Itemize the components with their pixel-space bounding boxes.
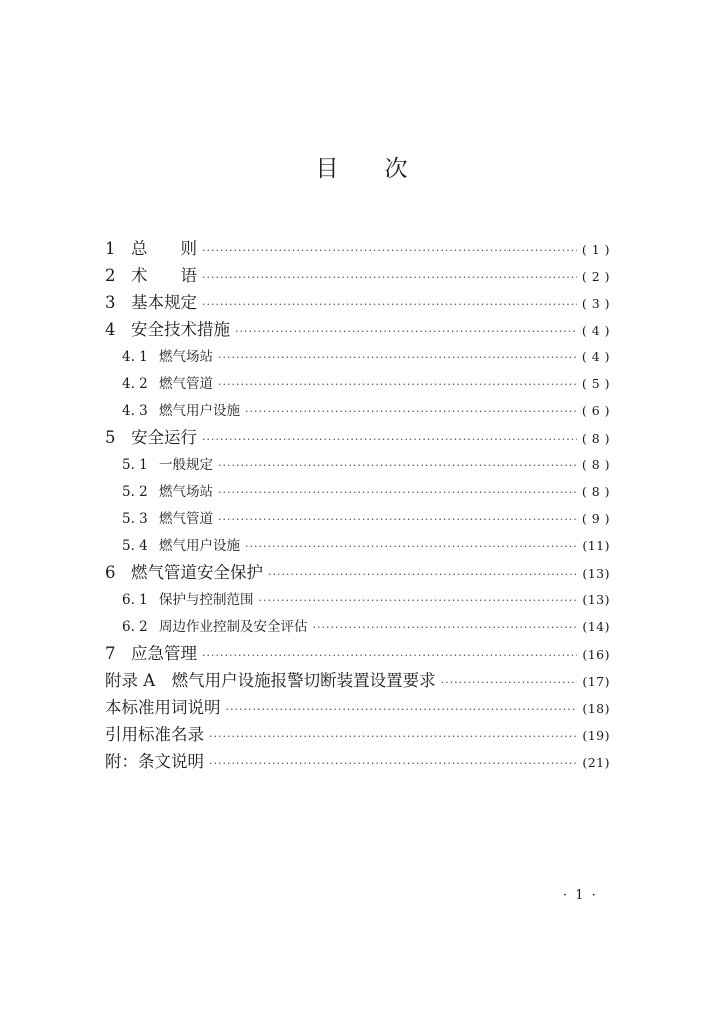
- toc-entry-page: ( 8 ): [581, 457, 610, 472]
- toc-entry-label: 周边作业控制及安全评估: [159, 619, 308, 635]
- toc-entry-label: 引用标准名录: [105, 725, 204, 744]
- toc-entry-label: 保护与控制范围: [159, 592, 254, 608]
- leader-dots: [313, 614, 578, 641]
- toc-subentry[interactable]: [105, 586, 610, 613]
- toc-entry-label: 安全技术措施: [131, 320, 230, 339]
- toc-entry-label: 基本规定: [131, 293, 197, 312]
- table-of-contents: [105, 235, 610, 775]
- toc-subentry[interactable]: [105, 478, 610, 505]
- toc-entry[interactable]: [105, 640, 610, 667]
- toc-entry-page: (18): [582, 701, 610, 716]
- toc-entry-page: ( 1 ): [581, 242, 610, 257]
- toc-entry-label: 燃气用户设施: [159, 403, 240, 419]
- toc-entry-page: (13): [582, 592, 610, 607]
- leader-dots: [235, 318, 577, 345]
- toc-entry-page: ( 8 ): [581, 431, 610, 446]
- leader-dots: [202, 237, 577, 264]
- toc-entry-number: 4. 2: [122, 376, 148, 392]
- toc-entry-label: 燃气管道: [159, 511, 213, 527]
- leader-dots: [202, 264, 577, 291]
- toc-entry-page: ( 4 ): [581, 323, 610, 338]
- toc-entry-page: ( 2 ): [581, 269, 610, 284]
- toc-entry-label: 燃气管道: [159, 376, 213, 392]
- toc-entry-page: (13): [582, 566, 610, 581]
- toc-entry-number: 7: [105, 644, 116, 663]
- leader-dots: [268, 561, 577, 588]
- toc-entry-label: 附录 A 燃气用户设施报警切断装置设置要求: [105, 671, 436, 690]
- toc-entry-number: 2: [105, 266, 116, 285]
- leader-dots: [209, 723, 577, 750]
- toc-entry-number: 5. 4: [122, 538, 148, 554]
- toc-subentry[interactable]: [105, 451, 610, 478]
- toc-entry-clause-explanation[interactable]: [105, 748, 610, 775]
- leader-dots: [226, 696, 578, 723]
- leader-dots: [218, 479, 577, 506]
- toc-entry-label: 燃气场站: [159, 349, 213, 365]
- toc-entry-label: 附：条文说明: [105, 752, 204, 771]
- leader-dots: [218, 452, 577, 479]
- toc-entry-number: 3: [105, 293, 116, 312]
- leader-dots: [441, 669, 578, 696]
- toc-entry-label: 应急管理: [131, 644, 197, 663]
- toc-entry[interactable]: [105, 316, 610, 343]
- toc-entry-page: ( 5 ): [581, 376, 610, 391]
- toc-entry-appendix[interactable]: [105, 667, 610, 694]
- toc-entry-label: 本标准用词说明: [105, 698, 221, 717]
- toc-entry-page: ( 3 ): [581, 296, 610, 311]
- toc-entry-number: 5: [105, 428, 116, 447]
- leader-dots: [202, 642, 577, 669]
- toc-entry-label: 术 语: [131, 266, 197, 285]
- toc-entry-number: 4: [105, 320, 116, 339]
- toc-entry-label: 总 则: [131, 239, 197, 258]
- leader-dots: [202, 426, 577, 453]
- toc-entry-number: 6. 2: [122, 619, 148, 635]
- toc-entry-page: (17): [582, 674, 610, 689]
- toc-entry-label: 安全运行: [131, 428, 197, 447]
- toc-subentry[interactable]: [105, 343, 610, 370]
- toc-entry-number: 4. 3: [122, 403, 148, 419]
- toc-subentry[interactable]: [105, 397, 610, 424]
- toc-entry-label: 燃气管道安全保护: [131, 563, 263, 582]
- toc-entry-page: (14): [582, 619, 610, 634]
- leader-dots: [245, 533, 577, 560]
- toc-entry-page: ( 6 ): [581, 403, 610, 418]
- toc-entry-number: 5. 3: [122, 511, 148, 527]
- toc-subentry[interactable]: [105, 505, 610, 532]
- toc-subentry[interactable]: [105, 532, 610, 559]
- toc-entry-page: (16): [582, 647, 610, 662]
- toc-entry-page: ( 4 ): [581, 349, 610, 364]
- toc-entry-wording-explanation[interactable]: [105, 694, 610, 721]
- toc-entry-page: ( 9 ): [581, 511, 610, 526]
- page-number: · 1 ·: [563, 888, 598, 903]
- toc-entry-number: 4. 1: [122, 349, 148, 365]
- toc-entry[interactable]: [105, 424, 610, 451]
- leader-dots: [245, 398, 577, 425]
- toc-subentry[interactable]: [105, 370, 610, 397]
- toc-entry-number: 6: [105, 563, 116, 582]
- leader-dots: [218, 506, 577, 533]
- toc-entry-label: 燃气用户设施: [159, 538, 240, 554]
- page-title: 目次: [315, 156, 454, 182]
- toc-subentry[interactable]: [105, 613, 610, 640]
- toc-entry-label: 燃气场站: [159, 484, 213, 500]
- toc-entry-number: 1: [105, 239, 116, 258]
- toc-entry[interactable]: [105, 262, 610, 289]
- toc-entry-page: ( 8 ): [581, 484, 610, 499]
- leader-dots: [202, 291, 577, 318]
- toc-entry[interactable]: [105, 559, 610, 586]
- toc-entry[interactable]: [105, 235, 610, 262]
- toc-entry-label: 一般规定: [159, 457, 213, 473]
- toc-entry-referenced-standards[interactable]: [105, 721, 610, 748]
- leader-dots: [259, 587, 578, 614]
- toc-entry-page: (11): [582, 538, 610, 553]
- leader-dots: [218, 344, 577, 371]
- toc-entry-page: (19): [582, 728, 610, 743]
- leader-dots: [209, 750, 577, 777]
- leader-dots: [218, 371, 577, 398]
- toc-entry-number: 5. 1: [122, 457, 148, 473]
- toc-entry-number: 6. 1: [122, 592, 148, 608]
- toc-entry-page: (21): [582, 755, 610, 770]
- toc-entry-number: 5. 2: [122, 484, 148, 500]
- toc-entry[interactable]: [105, 289, 610, 316]
